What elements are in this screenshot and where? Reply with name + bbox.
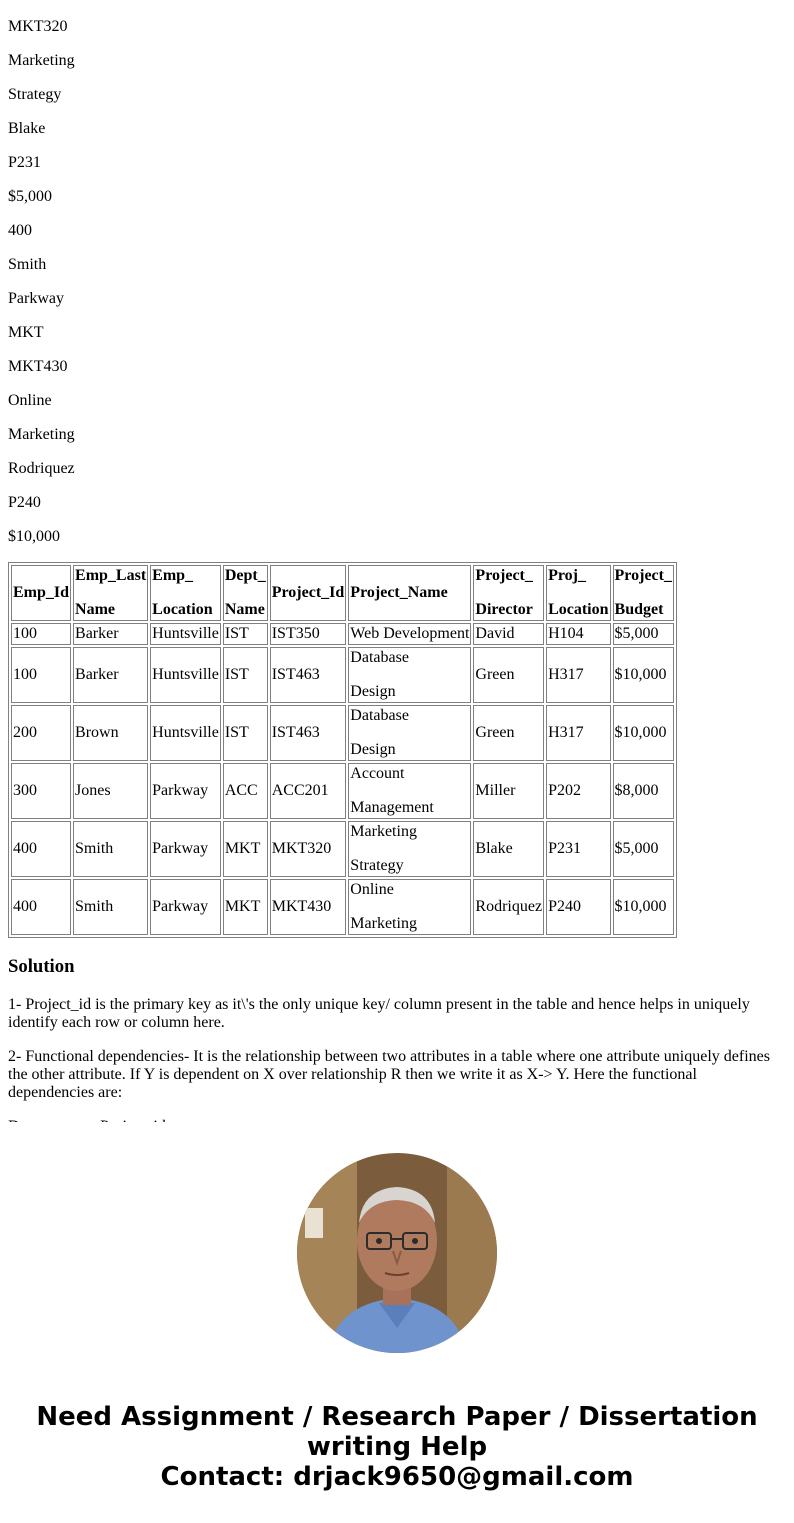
table-cell [613, 705, 674, 761]
cell-text: Location [152, 601, 213, 618]
table-cell [473, 879, 544, 935]
solution-heading: Solution [8, 956, 75, 977]
solution-text [8, 996, 786, 1136]
table-cell [223, 623, 268, 645]
table-cell [223, 705, 268, 761]
table-cell [546, 879, 610, 935]
lead-line: $10,000 [8, 528, 60, 545]
lead-line: Marketing [8, 426, 75, 443]
lead-line: Rodriquez [8, 460, 75, 477]
cell-text: Online [350, 881, 394, 898]
table-cell [270, 763, 347, 819]
table-cell [613, 647, 674, 703]
column-header [473, 565, 544, 621]
table-cell [546, 763, 610, 819]
cell-text: Rodriquez [475, 898, 543, 915]
column-header [270, 565, 347, 621]
cell-text: Parkway [152, 782, 209, 799]
table-header-row [11, 565, 674, 621]
cell-text: $10,000 [614, 666, 667, 683]
cell-text: Project_Id [271, 584, 345, 601]
cell-text: H317 [548, 666, 584, 683]
cell-text: Barker [75, 625, 119, 642]
cell-text: Project_ [614, 567, 672, 584]
cell-text: Jones [75, 782, 111, 799]
lead-line: Online [8, 392, 52, 409]
table-cell [348, 763, 471, 819]
cell-text: Location [548, 601, 609, 618]
cell-text: MKT320 [271, 840, 332, 857]
cell-text: IST350 [271, 625, 320, 642]
table-cell [73, 763, 148, 819]
cell-text: 100 [13, 625, 37, 642]
column-header [613, 565, 674, 621]
table-cell [223, 647, 268, 703]
table-cell [150, 821, 221, 877]
promo-contact[interactable]: Contact: drjack9650@gmail.com [160, 1462, 634, 1492]
cell-text: Project_ [475, 567, 533, 584]
cell-text: Blake [475, 840, 513, 857]
cell-text: Marketing [350, 915, 417, 932]
cell-text: Name [224, 601, 265, 618]
cell-text: Green [475, 724, 515, 741]
table-row [11, 705, 674, 761]
table-cell [473, 705, 544, 761]
table-cell [11, 763, 71, 819]
cell-text: Green [475, 666, 515, 683]
table-cell [613, 821, 674, 877]
cell-text: ACC [224, 782, 258, 799]
cell-text: IST [224, 724, 249, 741]
cell-text: David [475, 625, 515, 642]
lead-line: Blake [8, 120, 46, 137]
cell-text: Huntsville [152, 724, 219, 741]
project-table [8, 562, 677, 938]
cell-text: MKT430 [271, 898, 332, 915]
cell-text: $5,000 [614, 840, 659, 857]
cell-text: 300 [13, 782, 37, 799]
table-cell [473, 821, 544, 877]
table-cell [270, 647, 347, 703]
cell-text: Director [475, 601, 533, 618]
lead-lines [8, 0, 786, 546]
solution-paragraph: 2- Functional dependencies- It is the relationship between two attributes in a table where one attribute uniquely defines the other attribute. If Y is dependent on X over relationship R then we write it as X-> Y. Here the functional dependencies are: [8, 1048, 770, 1101]
cell-text: Web Development [350, 625, 470, 642]
table-cell [73, 821, 148, 877]
cell-text: Project_Name [350, 584, 448, 601]
table-cell [546, 705, 610, 761]
table-cell [223, 821, 268, 877]
cell-text: Miller [475, 782, 516, 799]
lead-line: MKT320 [8, 18, 68, 35]
cell-text: $5,000 [614, 625, 659, 642]
document-content [8, 0, 786, 1152]
table-cell [348, 879, 471, 935]
column-header [11, 565, 71, 621]
table-cell [11, 623, 71, 645]
table-row [11, 879, 674, 935]
table-cell [348, 647, 471, 703]
table-cell [150, 879, 221, 935]
table-cell [150, 763, 221, 819]
promo-line-1: Need Assignment / Research Paper / Dissertation [36, 1402, 758, 1432]
table-body [11, 623, 674, 935]
cell-text: Marketing [350, 823, 417, 840]
lead-line: MKT [8, 324, 44, 341]
cell-text: Emp_ [152, 567, 194, 584]
table-row [11, 763, 674, 819]
column-header [223, 565, 268, 621]
solution-paragraph: 1- Project_id is the primary key as it\'s the only unique key/ column present in the table and hence helps in uniquely identify each row or column here. [8, 996, 750, 1031]
cell-text: Parkway [152, 898, 209, 915]
table-cell [223, 763, 268, 819]
table-cell [73, 647, 148, 703]
table-cell [473, 763, 544, 819]
cell-text: 200 [13, 724, 37, 741]
cell-text: Barker [75, 666, 119, 683]
cell-text: Dept_ [224, 567, 266, 584]
table-cell [270, 821, 347, 877]
cell-text: Account [350, 765, 405, 782]
cell-text: 400 [13, 840, 37, 857]
table-cell [613, 623, 674, 645]
cell-text: IST463 [271, 724, 320, 741]
cell-text: 100 [13, 666, 37, 683]
table-cell [150, 647, 221, 703]
cell-text: H317 [548, 724, 584, 741]
table-cell [11, 647, 71, 703]
cell-text: Huntsville [152, 625, 219, 642]
lead-line: $5,000 [8, 188, 52, 205]
table-cell [11, 879, 71, 935]
lead-line: MKT430 [8, 358, 68, 375]
table-cell [150, 623, 221, 645]
cell-text: $10,000 [614, 898, 667, 915]
table-cell [546, 821, 610, 877]
table-cell [613, 763, 674, 819]
table-cell [473, 647, 544, 703]
cell-text: Smith [75, 898, 114, 915]
cell-text: Name [75, 601, 116, 618]
cell-text: Budget [614, 601, 664, 618]
table-cell [348, 821, 471, 877]
cell-text: P240 [548, 898, 581, 915]
cell-text: Smith [75, 840, 114, 857]
cell-text: Database [350, 707, 409, 724]
cell-text: Proj_ [548, 567, 586, 584]
column-header [73, 565, 148, 621]
cell-text: Database [350, 649, 409, 666]
cell-text: Emp_Id [13, 584, 70, 601]
cell-text: Design [350, 683, 396, 700]
table-cell [546, 623, 610, 645]
table-cell [73, 879, 148, 935]
table-cell [270, 879, 347, 935]
lead-line: 400 [8, 222, 32, 239]
cell-text: Design [350, 741, 396, 758]
column-header [546, 565, 610, 621]
lead-line [8, 0, 786, 2]
promo-line-2: writing Help [306, 1432, 488, 1462]
tutor-avatar [297, 1153, 497, 1353]
cell-text: IST463 [271, 666, 320, 683]
cell-text: Emp_Last [75, 567, 147, 584]
cell-text: P202 [548, 782, 581, 799]
cell-text: 400 [13, 898, 37, 915]
cell-text: MKT [224, 898, 261, 915]
cell-text: Brown [75, 724, 119, 741]
lead-line: P240 [8, 494, 41, 511]
lead-line: Parkway [8, 290, 64, 307]
cell-text: MKT [224, 840, 261, 857]
table-row [11, 821, 674, 877]
lead-line: P231 [8, 154, 41, 171]
table-cell [11, 705, 71, 761]
table-cell [546, 647, 610, 703]
table-cell [348, 623, 471, 645]
table-cell [613, 879, 674, 935]
promo-text [0, 1402, 794, 1492]
cell-text: H104 [548, 625, 584, 642]
cell-text: Parkway [152, 840, 209, 857]
cell-text: Strategy [350, 857, 404, 874]
table-cell [223, 879, 268, 935]
table-row [11, 623, 674, 645]
cell-text: IST [224, 625, 249, 642]
cell-text: $8,000 [614, 782, 659, 799]
column-header [150, 565, 221, 621]
table-cell [73, 623, 148, 645]
table-cell [270, 705, 347, 761]
cell-text: Huntsville [152, 666, 219, 683]
table-cell [473, 623, 544, 645]
table-cell [348, 705, 471, 761]
lead-line: Marketing [8, 52, 75, 69]
lead-line: Smith [8, 256, 47, 273]
table-cell [11, 821, 71, 877]
cell-text: IST [224, 666, 249, 683]
table-cell [150, 705, 221, 761]
table-row [11, 647, 674, 703]
lead-line: Strategy [8, 86, 62, 103]
table-cell [270, 623, 347, 645]
column-header [348, 565, 471, 621]
cell-text: $10,000 [614, 724, 667, 741]
cell-text: ACC201 [271, 782, 329, 799]
promo-banner[interactable] [0, 1122, 794, 1523]
cell-text: Management [350, 799, 434, 816]
table-cell [73, 705, 148, 761]
cell-text: P231 [548, 840, 581, 857]
